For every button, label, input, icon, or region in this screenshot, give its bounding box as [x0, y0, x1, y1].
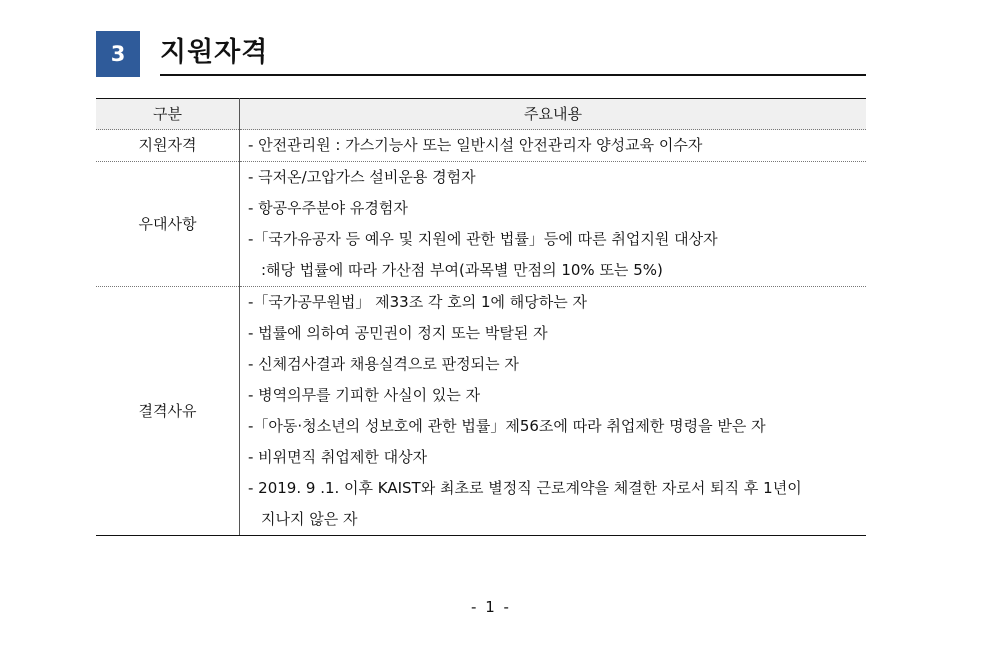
list-item: - 항공우주분야 유경험자 [248, 199, 408, 217]
list-item: -「국가유공자 등 예우 및 지원에 관한 법률」등에 따른 취업지원 대상자 [248, 230, 718, 248]
page-number: - 1 - [471, 598, 511, 616]
row-content [240, 130, 867, 162]
section-title-underline [160, 74, 866, 76]
list-item: - 법률에 의하여 공민권이 정지 또는 박탈된 자 [248, 324, 548, 342]
list-item: - 2019. 9 .1. 이후 KAIST와 최초로 별정직 근로계약을 체결한 자로서 퇴직 후 1년이 [248, 479, 802, 497]
table-header-row [96, 99, 866, 130]
row-category: 결격사유 [96, 287, 240, 536]
table-row-eligibility [96, 130, 866, 162]
table-row-disqualification [96, 287, 866, 536]
list-item: - 병역의무를 기피한 사실이 있는 자 [248, 386, 481, 404]
section-heading [96, 31, 866, 77]
section-number-badge: 3 [96, 31, 140, 77]
row-category: 지원자격 [96, 130, 240, 162]
list-item: - 비위면직 취업제한 대상자 [248, 448, 428, 466]
row-content [240, 287, 867, 536]
row-content [240, 162, 867, 287]
section-title: 지원자격 [160, 37, 269, 68]
row-category: 우대사항 [96, 162, 240, 287]
list-item: - 안전관리원 : 가스기능사 또는 일반시설 안전관리자 양성교육 이수자 [248, 136, 703, 154]
list-item: - 신체검사결과 채용실격으로 판정되는 자 [248, 355, 519, 373]
header-category: 구분 [96, 99, 240, 130]
list-item: -「국가공무원법」 제33조 각 호의 1에 해당하는 자 [248, 293, 587, 311]
list-item-continuation: 지나지 않은 자 [261, 510, 358, 528]
eligibility-table [96, 98, 866, 536]
header-content: 주요내용 [240, 99, 867, 130]
table-row-preference [96, 162, 866, 287]
list-item: - 극저온/고압가스 설비운용 경험자 [248, 168, 476, 186]
list-item-continuation: :해당 법률에 따라 가산점 부여(과목별 만점의 10% 또는 5%) [261, 261, 663, 279]
list-item: -「아동·청소년의 성보호에 관한 법률」제56조에 따라 취업제한 명령을 받은 자 [248, 417, 766, 435]
